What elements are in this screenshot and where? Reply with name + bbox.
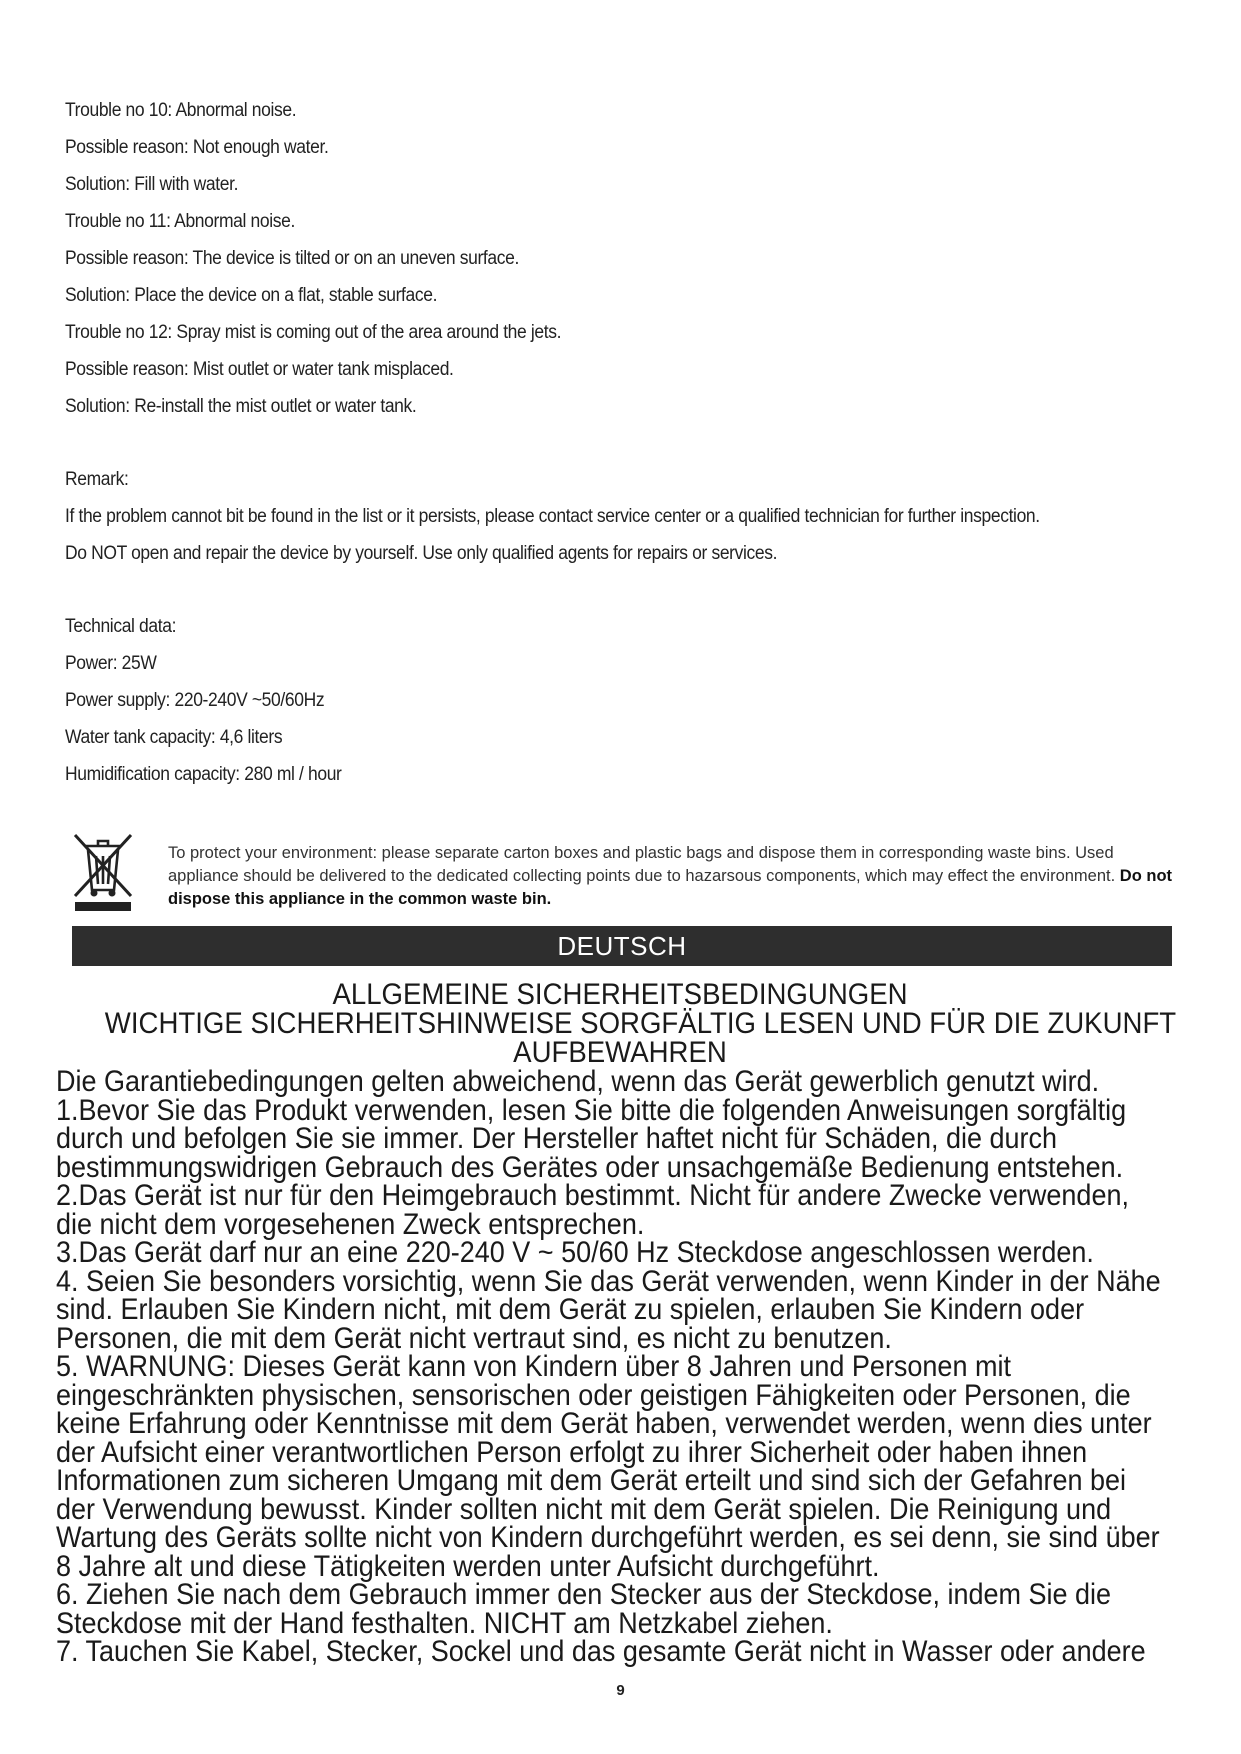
instruction-line: der Verwendung bewusst. Kinder sollten nicht mit dem Gerät spielen. Die Reinigung und [56,1492,1112,1526]
instruction-line: sind. Erlauben Sie Kindern nicht, mit dem Gerät zu spielen, erlauben Sie Kindern oder [56,1293,1085,1326]
trouble-11-reason: Possible reason: The device is tilted or on an uneven surface. [65,248,519,269]
instruction-line: Wartung des Geräts sollte nicht von Kindern durchgeführt werden, es sei denn, sie sind über [56,1521,1160,1554]
instruction-line: bestimmungswidrigen Gebrauch des Gerätes oder unsachgemäße Bedienung entstehen. [56,1150,1124,1184]
remark-line: If the problem cannot bit be found in the list or it persists, please contact service center or a qualified technician for further inspection. [65,506,1040,527]
technical-humidification: Humidification capacity: 280 ml / hour [65,764,342,785]
instruction-line: Steckdose mit der Hand festhalten. NICHT am Netzkabel ziehen. [56,1606,833,1640]
title-line: AUFBEWAHREN [513,1036,727,1069]
page-number: 9 [616,1682,625,1699]
spacer [65,572,1185,608]
technical-power: Power: 25W [65,653,157,674]
english-section [65,92,1185,793]
instruction-line: durch und befolgen Sie sie immer. Der Hersteller haftet nicht für Schäden, die durch [56,1122,1058,1155]
instruction-line: die nicht dem vorgesehenen Zweck entsprechen. [56,1207,645,1241]
instruction-line: 5. WARNUNG: Dieses Gerät kann von Kindern über 8 Jahren und Personen mit [56,1350,1011,1383]
instruction-line: keine Erfahrung oder Kenntnisse mit dem Gerät haben, verwendet werden, wenn dies unter [56,1407,1152,1440]
title-line: WICHTIGE SICHERHEITSHINWEISE SORGFÄLTIG LESEN UND FÜR DIE ZUKUNFT [104,1007,1177,1040]
trouble-10-reason: Possible reason: Not enough water. [65,137,329,158]
instruction-line: 8 Jahre alt und diese Tätigkeiten werden unter Aufsicht durchgeführt. [56,1549,880,1583]
instruction-line: 2.Das Gerät ist nur für den Heimgebrauch bestimmt. Nicht für andere Zwecke verwenden, [56,1179,1129,1212]
title-line: ALLGEMEINE SICHERHEITSBEDINGUNGEN [332,978,908,1011]
instruction-line: eingeschränkten physischen, sensorischen oder geistigen Fähigkeiten oder Personen, die [56,1378,1131,1412]
trouble-11-solution: Solution: Place the device on a flat, stable surface. [65,285,438,306]
safety-instructions [56,1065,1186,1668]
technical-tank-capacity: Water tank capacity: 4,6 liters [65,727,283,748]
remark-heading: Remark: [65,469,129,490]
trouble-12-line: Trouble no 12: Spray mist is coming out of the area around the jets. [65,322,562,343]
trouble-10-line: Trouble no 10: Abnormal noise. [65,100,297,121]
instruction-line: 3.Das Gerät darf nur an eine 220-240 V ~ 50/60 Hz Steckdose angeschlossen werden. [56,1236,1094,1269]
instruction-line: 7. Tauchen Sie Kabel, Stecker, Sockel und das gesamte Gerät nicht in Wasser oder andere [56,1635,1146,1668]
instruction-line: 1.Bevor Sie das Produkt verwenden, lesen Sie bitte die folgenden Anweisungen sorgfältig [56,1093,1127,1127]
technical-power-supply: Power supply: 220-240V ~50/60Hz [65,690,325,711]
spacer [65,425,1185,461]
banner-label: DEUTSCH [557,931,687,961]
instruction-line: Informationen zum sicheren Umgang mit dem Gerät erteilt und sind sich der Gefahren bei [56,1464,1127,1497]
instruction-line: Die Garantiebedingungen gelten abweichend, wenn das Gerät gewerblich genutzt wird. [56,1065,1100,1098]
remark-line: Do NOT open and repair the device by yourself. Use only qualified agents for repairs or services. [65,543,778,564]
trouble-12-solution: Solution: Re-install the mist outlet or water tank. [65,396,417,417]
trouble-10-solution: Solution: Fill with water. [65,174,239,195]
trouble-12-reason: Possible reason: Mist outlet or water tank misplaced. [65,359,454,380]
instruction-line: 6. Ziehen Sie nach dem Gebrauch immer den Stecker aus der Steckdose, indem Sie die [56,1578,1112,1611]
trouble-11-line: Trouble no 11: Abnormal noise. [65,211,295,232]
environment-body: To protect your environment: please separate carton boxes and plastic bags and dispose them in corresponding waste bins. Used appliance should be delivered to the dedicated collecting points due to hazarsous components, which may effect the environment. [168,844,1116,885]
safety-title [60,980,1180,1067]
environment-warning: Do not dispose this appliance in the common waste bin. [168,867,1173,908]
environment-notice [72,830,1182,920]
technical-heading: Technical data: [65,616,177,637]
instruction-line: 4. Seien Sie besonders vorsichtig, wenn Sie das Gerät verwenden, wenn Kinder in der Nähe [56,1264,1161,1298]
language-banner [72,926,1172,966]
instruction-line: der Aufsicht einer verantwortlichen Person erfolgt zu ihrer Sicherheit oder haben ihnen [56,1435,1088,1469]
environment-text [168,842,1178,911]
instruction-line: Personen, die mit dem Gerät nicht vertraut sind, es nicht zu benutzen. [56,1321,892,1355]
crossed-out-wheelie-bin-icon [72,830,134,912]
